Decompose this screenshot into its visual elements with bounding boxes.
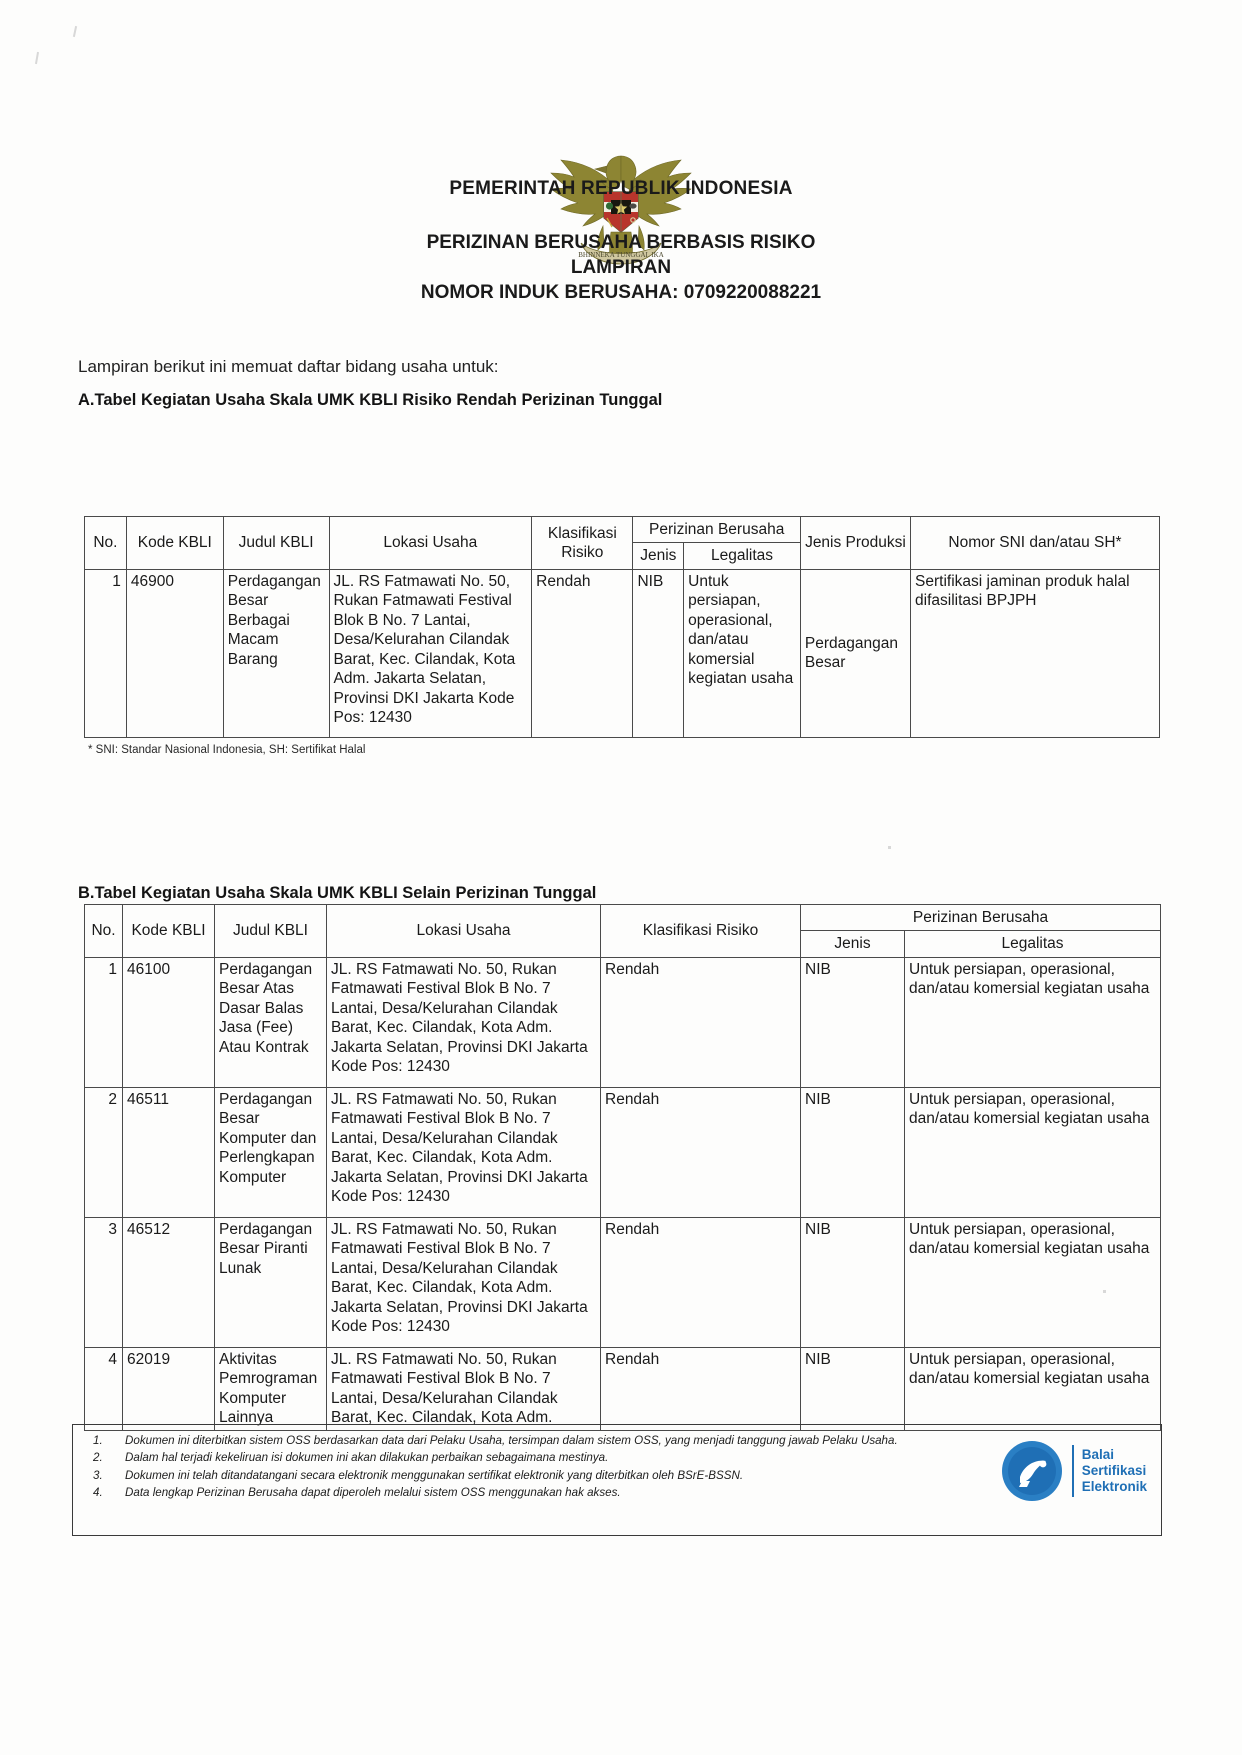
- cell-no: 2: [85, 1087, 123, 1217]
- cell-judul-kbli: Aktivitas Pemrograman Komputer Lainnya: [215, 1347, 327, 1430]
- table-row: [85, 957, 1161, 1087]
- title-line-3: NOMOR INDUK BERUSAHA: 0709220088221: [420, 282, 822, 304]
- cell-klasifikasi-risiko: Rendah: [601, 957, 801, 1087]
- bse-line-3: Elektronik: [1081, 1478, 1147, 1494]
- cell-judul-kbli: Perdagangan Besar Piranti Lunak: [215, 1217, 327, 1347]
- th-jenis: Jenis: [801, 931, 905, 957]
- cell-no: 1: [85, 569, 127, 737]
- cell-jenis: NIB: [633, 569, 684, 737]
- th-legalitas: Legalitas: [684, 543, 801, 569]
- footer-notes-list: [81, 1433, 961, 1502]
- cell-legalitas: Untuk persiapan, operasional, dan/atau komersial kegiatan usaha: [905, 1217, 1161, 1347]
- table-row: [85, 569, 1160, 737]
- svg-text:BHINNEKA TUNGGAL IKA: BHINNEKA TUNGGAL IKA: [578, 251, 664, 259]
- table-a: [84, 516, 1160, 738]
- bse-seal-icon: [1000, 1439, 1064, 1503]
- cell-legalitas: Untuk persiapan, operasional, dan/atau komersial kegiatan usaha: [905, 1087, 1161, 1217]
- th-no: No.: [85, 905, 123, 958]
- cell-lokasi-usaha: JL. RS Fatmawati No. 50, Rukan Fatmawati Festival Blok B No. 7 Lantai, Desa/Kelurahan Cilandak Barat, Kec. Cilandak, Kota Adm. Jakarta Selatan, Provinsi DKI Jakarta Kode Pos: 12430: [329, 569, 532, 737]
- intro-text: Lampiran berikut ini memuat daftar bidang usaha untuk:: [78, 357, 499, 377]
- government-line: PEMERINTAH REPUBLIK INDONESIA: [449, 178, 793, 199]
- th-legalitas: Legalitas: [905, 931, 1161, 957]
- cell-kode-kbli: 46900: [126, 569, 223, 737]
- th-klasifikasi-risiko: Klasifikasi Risiko: [601, 905, 801, 958]
- footer-note-item: Data lengkap Perizinan Berusaha dapat diperoleh melalui sistem OSS menggunakan hak akses.: [125, 1486, 621, 1500]
- table-a-container: [84, 516, 1160, 738]
- cell-jenis: NIB: [801, 1087, 905, 1217]
- bse-text: [1082, 1447, 1147, 1495]
- bse-divider: [1072, 1445, 1074, 1497]
- table-a-header-row-1: [85, 517, 1160, 543]
- th-jenis-produksi: Jenis Produksi: [800, 517, 910, 570]
- cell-lokasi-usaha: JL. RS Fatmawati No. 50, Rukan Fatmawati Festival Blok B No. 7 Lantai, Desa/Kelurahan Cilandak Barat, Kec. Cilandak, Kota Adm. Jakarta Selatan, Provinsi DKI Jakarta Kode Pos: 12430: [327, 1217, 601, 1347]
- th-lokasi-usaha: Lokasi Usaha: [329, 517, 532, 570]
- th-kode-kbli: Kode KBLI: [123, 905, 215, 958]
- cell-jenis: NIB: [801, 957, 905, 1087]
- cell-judul-kbli: Perdagangan Besar Atas Dasar Balas Jasa (Fee) Atau Kontrak: [215, 957, 327, 1087]
- cell-lokasi-usaha: JL. RS Fatmawati No. 50, Rukan Fatmawati Festival Blok B No. 7 Lantai, Desa/Kelurahan Cilandak Barat, Kec. Cilandak, Kota Adm. Jakarta Selatan, Provinsi DKI Jakarta Kode Pos: 12430: [327, 957, 601, 1087]
- cell-no: 1: [85, 957, 123, 1087]
- cell-jenis-produksi: Perdagangan Besar: [800, 569, 910, 737]
- cell-klasifikasi-risiko: Rendah: [601, 1217, 801, 1347]
- scan-artifact: [1103, 1290, 1106, 1293]
- table-a-title: A.Tabel Kegiatan Usaha Skala UMK KBLI Risiko Rendah Perizinan Tunggal: [78, 391, 663, 410]
- th-kode-kbli: Kode KBLI: [126, 517, 223, 570]
- cell-judul-kbli: Perdagangan Besar Berbagai Macam Barang: [223, 569, 329, 737]
- cell-klasifikasi-risiko: Rendah: [601, 1087, 801, 1217]
- table-a-footnote: * SNI: Standar Nasional Indonesia, SH: Sertifikat Halal: [88, 744, 366, 756]
- scan-artifact: [888, 846, 891, 849]
- bse-line-2: Sertifikasi: [1081, 1463, 1147, 1479]
- cell-legalitas: Untuk persiapan, operasional, dan/atau komersial kegiatan usaha: [684, 569, 801, 737]
- cell-lokasi-usaha: JL. RS Fatmawati No. 50, Rukan Fatmawati Festival Blok B No. 7 Lantai, Desa/Kelurahan Cilandak Barat, Kec. Cilandak, Kota Adm.: [327, 1347, 601, 1430]
- table-a-head: [85, 517, 1160, 570]
- table-row: [85, 1087, 1161, 1217]
- title-line-2: LAMPIRAN: [570, 257, 672, 279]
- cell-jenis: NIB: [801, 1347, 905, 1430]
- cell-kode-kbli: 46512: [123, 1217, 215, 1347]
- cell-klasifikasi-risiko: Rendah: [532, 569, 633, 737]
- th-perizinan-berusaha: Perizinan Berusaha: [633, 517, 800, 543]
- footer-note-item: Dokumen ini telah ditandatangani secara elektronik menggunakan sertifikat elektronik yang diterbitkan oleh BSrE-BSSN.: [125, 1468, 744, 1482]
- cell-nomor-sni: Sertifikasi jaminan produk halal difasilitasi BPJPH: [911, 569, 1160, 737]
- cell-jenis: NIB: [801, 1217, 905, 1347]
- th-lokasi-usaha: Lokasi Usaha: [327, 905, 601, 958]
- table-a-body: [85, 569, 1160, 737]
- table-b-container: [84, 904, 1160, 1431]
- th-judul-kbli: Judul KBLI: [215, 905, 327, 958]
- table-row: [85, 1217, 1161, 1347]
- cell-kode-kbli: 62019: [123, 1347, 215, 1430]
- th-judul-kbli: Judul KBLI: [223, 517, 329, 570]
- footer-note-item: Dalam hal terjadi kekeliruan isi dokumen ini akan dilakukan perbaikan sebagaimana mestinya.: [125, 1451, 609, 1465]
- table-b-title-wrap: [78, 884, 596, 903]
- bse-logo: [1000, 1439, 1147, 1503]
- th-jenis: Jenis: [633, 543, 684, 569]
- footer-notes-box: [72, 1424, 1162, 1536]
- title-line-1: PERIZINAN BERUSAHA BERBASIS RISIKO: [426, 232, 816, 253]
- cell-klasifikasi-risiko: Rendah: [601, 1347, 801, 1430]
- table-row: [85, 1347, 1161, 1430]
- footer-note-item: Dokumen ini diterbitkan sistem OSS berdasarkan data dari Pelaku Usaha, tersimpan dalam sistem OSS, yang menjadi tanggung jawab Pelaku Usaha.: [125, 1434, 898, 1447]
- cell-lokasi-usaha: JL. RS Fatmawati No. 50, Rukan Fatmawati Festival Blok B No. 7 Lantai, Desa/Kelurahan Cilandak Barat, Kec. Cilandak, Kota Adm. Jakarta Selatan, Provinsi DKI Jakarta Kode Pos: 12430: [327, 1087, 601, 1217]
- th-nomor-sni: Nomor SNI dan/atau SH*: [911, 517, 1160, 570]
- cell-legalitas: Untuk persiapan, operasional, dan/atau komersial kegiatan usaha: [905, 1347, 1161, 1430]
- table-b-title: B.Tabel Kegiatan Usaha Skala UMK KBLI Selain Perizinan Tunggal: [78, 884, 597, 902]
- cell-kode-kbli: 46100: [123, 957, 215, 1087]
- cell-legalitas: Untuk persiapan, operasional, dan/atau komersial kegiatan usaha: [905, 957, 1161, 1087]
- cell-no: 3: [85, 1217, 123, 1347]
- th-klasifikasi-risiko: Klasifikasi Risiko: [532, 517, 633, 570]
- cell-no: 4: [85, 1347, 123, 1430]
- th-perizinan-berusaha: Perizinan Berusaha: [801, 905, 1161, 931]
- cell-judul-kbli: Perdagangan Besar Komputer dan Perlengkapan Komputer: [215, 1087, 327, 1217]
- table-b-body: [85, 957, 1161, 1430]
- table-b: [84, 904, 1161, 1431]
- table-b-head: [85, 905, 1161, 958]
- cell-kode-kbli: 46511: [123, 1087, 215, 1217]
- table-b-header-row-1: [85, 905, 1161, 931]
- th-no: No.: [85, 517, 127, 570]
- document-heading: [0, 178, 1242, 305]
- bse-line-1: Balai: [1081, 1447, 1114, 1463]
